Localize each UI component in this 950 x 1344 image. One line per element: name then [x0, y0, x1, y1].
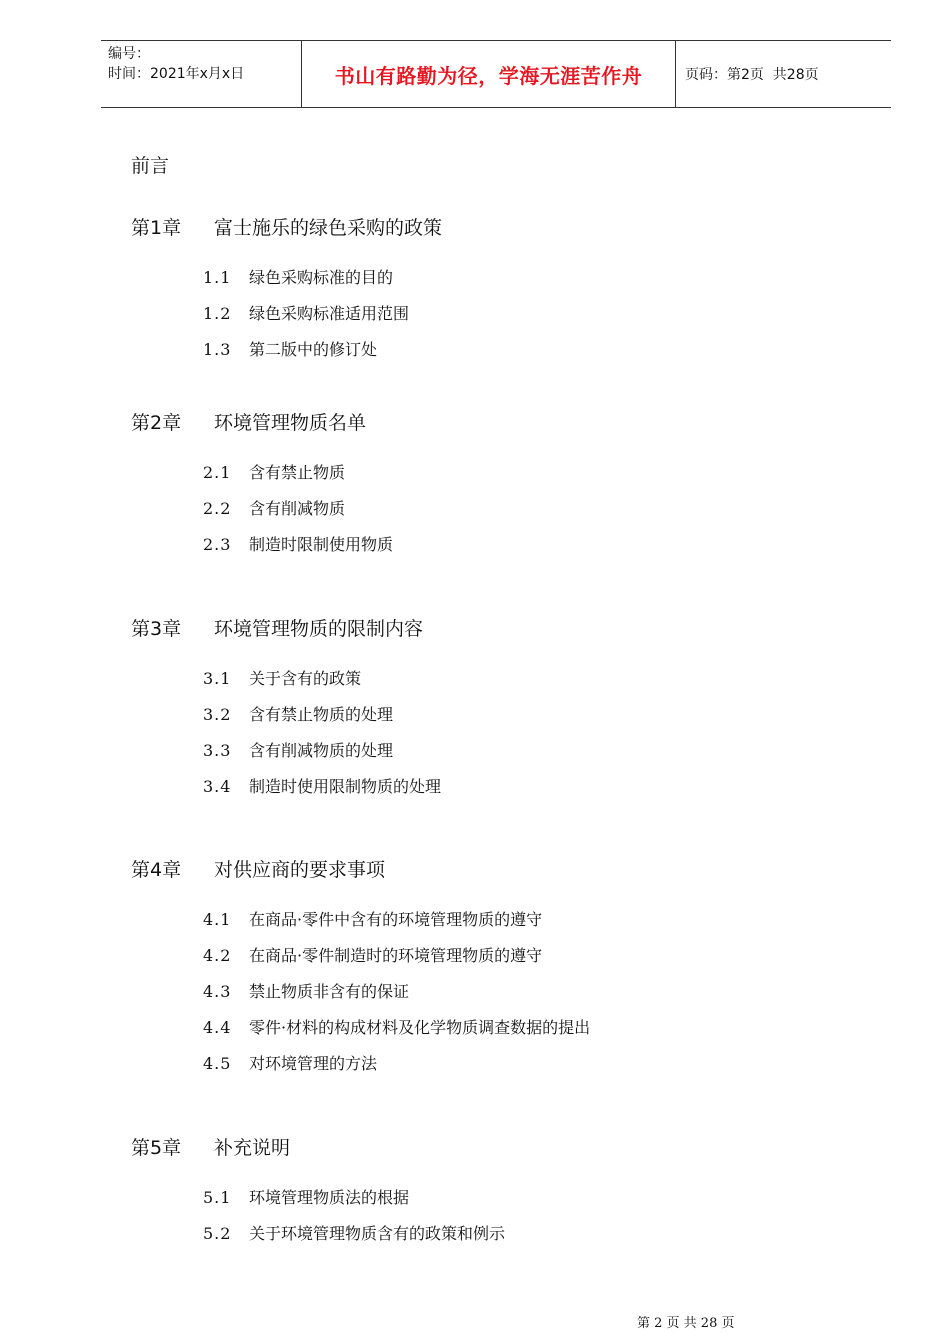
chapter-title: 环境管理物质名单: [214, 412, 367, 434]
section-title: 环境管理物质法的根据: [249, 1188, 410, 1207]
section-title: 制造时使用限制物质的处理: [249, 777, 442, 796]
toc-section: [203, 943, 542, 966]
header-motto-cell: [302, 41, 676, 107]
section-title: 关于环境管理物质含有的政策和例示: [249, 1224, 506, 1243]
date-label: 时间：2021年x月x日: [108, 66, 245, 82]
toc-section: [203, 301, 409, 324]
section-number: 1.2: [203, 304, 232, 323]
toc-chapter: [131, 213, 442, 240]
chapter-number: 第1章: [131, 217, 182, 239]
section-title: 对环境管理的方法: [249, 1054, 378, 1073]
chapter-number: 第5章: [131, 1137, 182, 1159]
section-number: 1.1: [203, 268, 232, 287]
number-label: 编号：: [108, 46, 150, 62]
page-footer: 第 2 页 共 28 页: [637, 1316, 735, 1331]
section-title: 含有削减物质: [249, 499, 346, 518]
section-number: 4.5: [203, 1054, 232, 1073]
section-title: 零件·材料的构成材料及化学物质调查数据的提出: [249, 1018, 591, 1037]
toc-section: [203, 979, 409, 1002]
section-title: 禁止物质非含有的保证: [249, 982, 410, 1001]
chapter-number: 第2章: [131, 412, 182, 434]
toc-chapter: [131, 855, 385, 882]
header-motto: 书山有路勤为径，学海无涯苦作舟: [334, 63, 643, 88]
section-title: 含有禁止物质的处理: [249, 705, 394, 724]
toc-section: [203, 907, 542, 930]
section-number: 4.3: [203, 982, 232, 1001]
page-header: [101, 40, 891, 108]
section-number: 2.3: [203, 535, 232, 554]
toc-section: [203, 738, 393, 761]
section-number: 3.3: [203, 741, 232, 760]
section-number: 5.2: [203, 1224, 232, 1243]
toc-section: [203, 532, 393, 555]
toc-section: [203, 337, 377, 360]
chapter-title: 对供应商的要求事项: [214, 859, 386, 881]
toc-chapter: [131, 614, 423, 641]
section-number: 1.3: [203, 340, 232, 359]
section-title: 在商品·零件制造时的环境管理物质的遵守: [249, 946, 543, 965]
toc-chapter: [131, 1133, 290, 1160]
section-number: 4.4: [203, 1018, 232, 1037]
chapter-title: 环境管理物质的限制内容: [214, 618, 424, 640]
section-number: 3.4: [203, 777, 232, 796]
chapter-number: 第3章: [131, 618, 182, 640]
chapter-number: 第4章: [131, 859, 182, 881]
section-title: 关于含有的政策: [249, 669, 362, 688]
header-page-info: 页码：第2页 共28页: [685, 67, 819, 83]
section-number: 4.1: [203, 910, 232, 929]
section-number: 3.2: [203, 705, 232, 724]
chapter-title: 富士施乐的绿色采购的政策: [214, 217, 443, 239]
header-page-cell: [676, 41, 891, 107]
toc-section: [203, 496, 345, 519]
toc-section: [203, 702, 393, 725]
toc-section: [203, 666, 361, 689]
section-title: 含有削减物质的处理: [249, 741, 394, 760]
section-number: 4.2: [203, 946, 232, 965]
toc-preface: 前言: [131, 155, 170, 177]
header-meta: [101, 41, 302, 107]
toc-section: [203, 460, 345, 483]
section-title: 绿色采购标准适用范围: [249, 304, 410, 323]
section-title: 第二版中的修订处: [249, 340, 378, 359]
section-title: 制造时限制使用物质: [249, 535, 394, 554]
toc-section: [203, 1015, 590, 1038]
chapter-title: 补充说明: [214, 1137, 291, 1159]
section-title: 含有禁止物质: [249, 463, 346, 482]
toc-section: [203, 265, 393, 288]
section-title: 绿色采购标准的目的: [249, 268, 394, 287]
section-number: 2.2: [203, 499, 232, 518]
section-number: 2.1: [203, 463, 232, 482]
section-number: 3.1: [203, 669, 232, 688]
toc-section: [203, 1221, 505, 1244]
toc-chapter: [131, 408, 366, 435]
toc-section: [203, 1051, 377, 1074]
toc-section: [203, 774, 441, 797]
section-title: 在商品·零件中含有的环境管理物质的遵守: [249, 910, 543, 929]
toc-section: [203, 1185, 409, 1208]
section-number: 5.1: [203, 1188, 232, 1207]
